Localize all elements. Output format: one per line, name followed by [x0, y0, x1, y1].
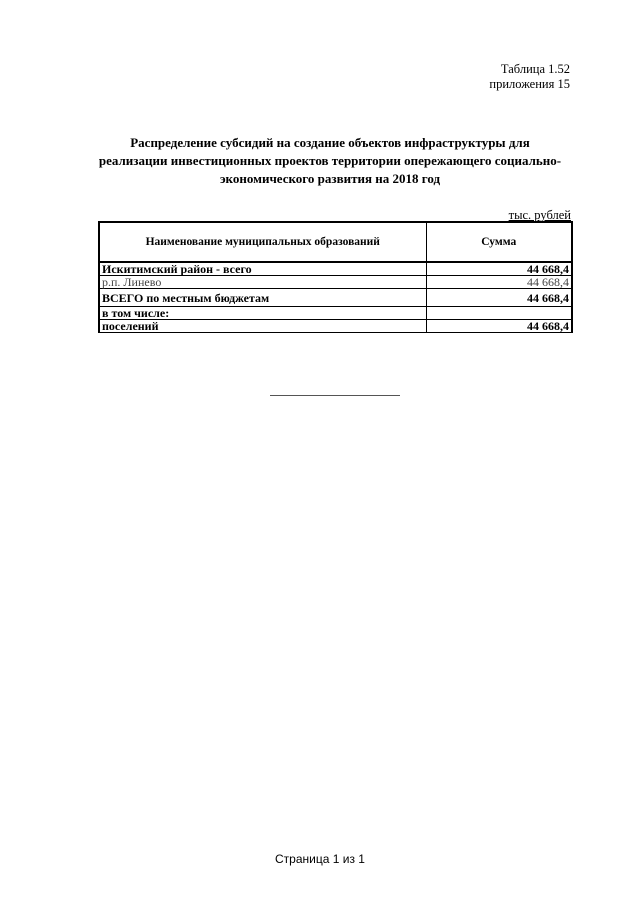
title-line2: реализации инвестиционных проектов территории опережающего социально- — [98, 153, 562, 168]
column-header-amount: Сумма — [426, 222, 572, 262]
column-header-name: Наименование муниципальных образований — [99, 222, 426, 262]
row-name: поселений — [99, 320, 426, 333]
table-row — [99, 289, 572, 307]
row-amount: 44 668,4 — [426, 320, 572, 333]
table-ref-line2: приложения 15 — [489, 77, 570, 91]
title-line1: Распределение субсидий на создание объектов инфраструктуры для — [130, 135, 530, 150]
row-name: ВСЕГО по местным бюджетам — [99, 289, 426, 307]
table-header-row — [99, 222, 572, 262]
row-name: в том числе: — [99, 307, 426, 320]
page-footer: Страница 1 из 1 — [275, 852, 365, 866]
table-ref-line1: Таблица 1.52 — [500, 62, 570, 76]
row-name: р.п. Линево — [99, 276, 426, 289]
title-line3: экономического развития на 2018 год — [219, 171, 441, 186]
row-amount: 44 668,4 — [426, 262, 572, 276]
row-amount: 44 668,4 — [426, 276, 572, 289]
separator-line — [270, 395, 400, 396]
subsidy-table — [98, 221, 573, 333]
document-title — [95, 134, 565, 188]
table-row — [99, 307, 572, 320]
row-amount — [426, 307, 572, 320]
table-reference — [489, 62, 570, 92]
table-row — [99, 276, 572, 289]
table-row — [99, 320, 572, 333]
row-name: Искитимский район - всего — [99, 262, 426, 276]
units-label: тыс. рублей — [508, 208, 571, 222]
row-amount: 44 668,4 — [426, 289, 572, 307]
table-row — [99, 262, 572, 276]
